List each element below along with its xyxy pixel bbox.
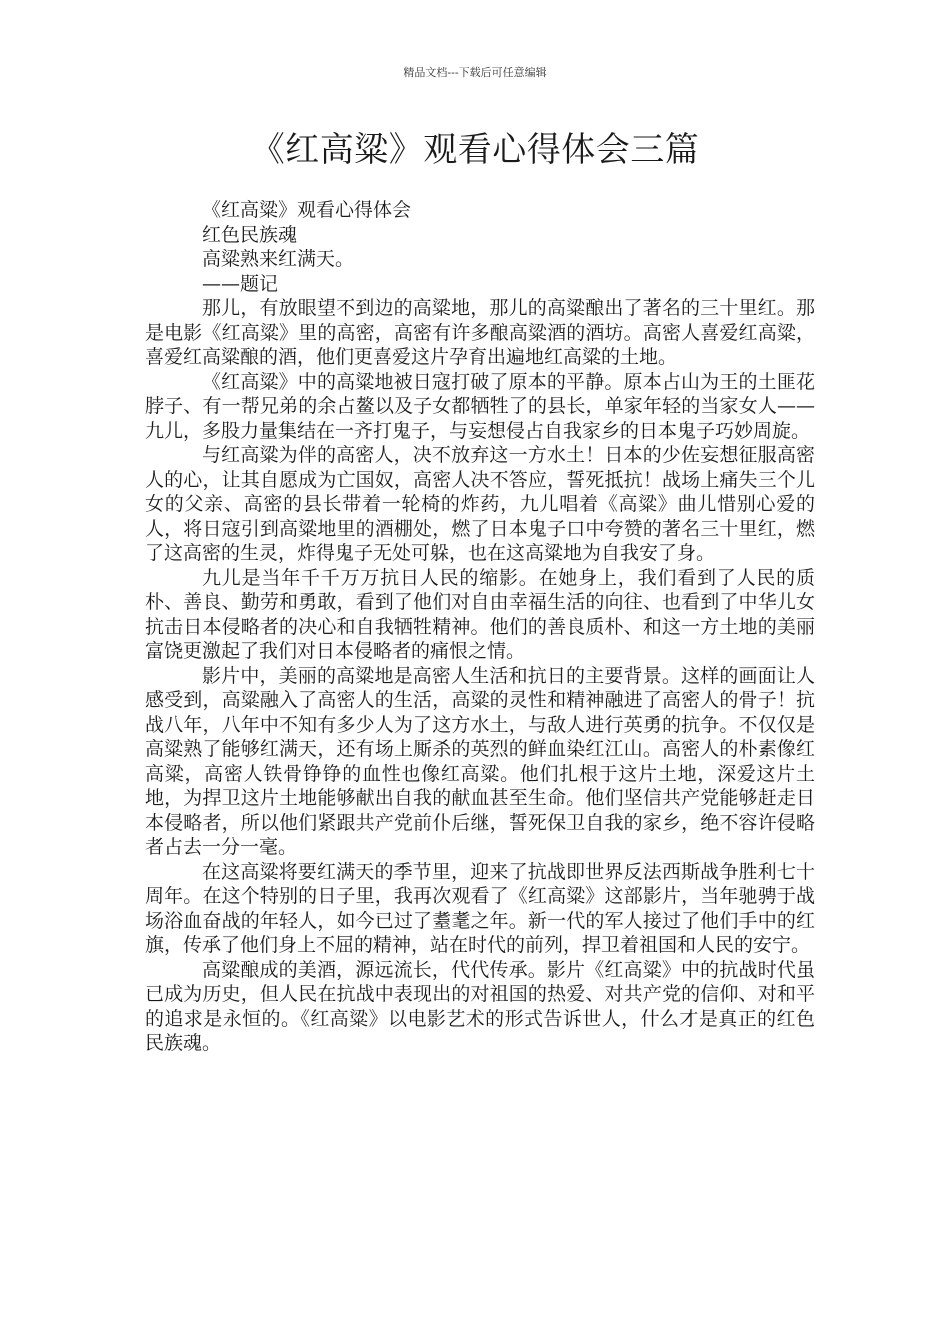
body-paragraph: 九儿是当年千千万万抗日人民的缩影。在她身上，我们看到了人民的质朴、善良、勤劳和勇敢，看到了他们对自由幸福生活的向往、也看到了中华儿女抗击日本侵略者的决心和自我牺牲精神。他们的善良质朴、和这一方土地的美丽富饶更激起了我们对日本侵略者的痛恨之情。 <box>145 566 815 662</box>
body-paragraph: 与红高粱为伴的高密人，决不放弃这一方水土！日本的少佐妄想征服高密人的心，让其自愿成为亡国奴，高密人决不答应，誓死抵抗！战场上痛失三个儿女的父亲、高密的县长带着一轮椅的炸药，九儿唱着《高粱》曲儿惜别心爱的人，将日寇引到高粱地里的酒棚处，燃了日本鬼子口中夸赞的著名三十里红，燃了这高密的生灵，炸得鬼子无处可躲，也在这高粱地为自我安了身。 <box>145 444 815 564</box>
body-paragraph: 高粱酿成的美酒，源远流长，代代传承。影片《红高粱》中的抗战时代虽已成为历史，但人民在抗战中表现出的对祖国的热爱、对共产党的信仰、对和平的追求是永恒的。《红高粱》以电影艺术的形式告诉世人，什么才是真正的红色民族魂。 <box>145 958 815 1054</box>
header-note: 精品文档---下载后可任意编辑 <box>403 66 547 79</box>
intro-line: 《红高粱》观看心得体会 <box>202 199 412 221</box>
intro-line: 红色民族魂 <box>202 223 298 246</box>
intro-line: 高粱熟来红满天。 <box>202 248 355 270</box>
body-paragraph: 影片中，美丽的高粱地是高密人生活和抗日的主要背景。这样的画面让人感受到，高粱融入了高密人的生活，高粱的灵性和精神融进了高密人的骨子！抗战八年，八年中不知有多少人为了这方水土，与敌人进行英勇的抗争。不仅仅是高粱熟了能够红满天，还有场上厮杀的英烈的鲜血染红江山。高密人的朴素像红高粱，高密人铁骨铮铮的血性也像红高粱。他们扎根于这片土地，深爱这片土地，为捍卫这片土地能够献出自我的献血甚至生命。他们坚信共产党能够赶走日本侵略者，所以他们紧跟共产党前仆后继，誓死保卫自我的家乡，绝不容许侵略者占去一分一毫。 <box>145 664 815 858</box>
document-body <box>145 198 815 1056</box>
body-paragraph: 在这高粱将要红满天的季节里，迎来了抗战即世界反法西斯战争胜利七十周年。在这个特别的日子里，我再次观看了《红高粱》这部影片，当年驰骋于战场浴血奋战的年轻人，如今已过了耋耄之年。新一代的军人接过了他们手中的红旗，传承了他们身上不屈的精神，站在时代的前列，捍卫着祖国和人民的安宁。 <box>145 860 815 956</box>
body-paragraph: 《红高粱》中的高粱地被日寇打破了原本的平静。原本占山为王的土匪花脖子、有一帮兄弟的余占鳌以及子女都牺牲了的县长，单家年轻的当家女人——九儿，多股力量集结在一齐打鬼子，与妄想侵占自我家乡的日本鬼子巧妙周旋。 <box>145 370 815 442</box>
intro-line: ——题记 <box>202 272 279 295</box>
body-paragraph: 那儿，有放眼望不到边的高粱地，那儿的高粱酿出了著名的三十里红。那是电影《红高粱》里的高密，高密有许多酿高粱酒的酒坊。高密人喜爱红高粱，喜爱红高粱酿的酒，他们更喜爱这片孕育出遍地红高粱的土地。 <box>145 297 815 368</box>
document-title: 《红高粱》观看心得体会三篇 <box>250 130 700 170</box>
